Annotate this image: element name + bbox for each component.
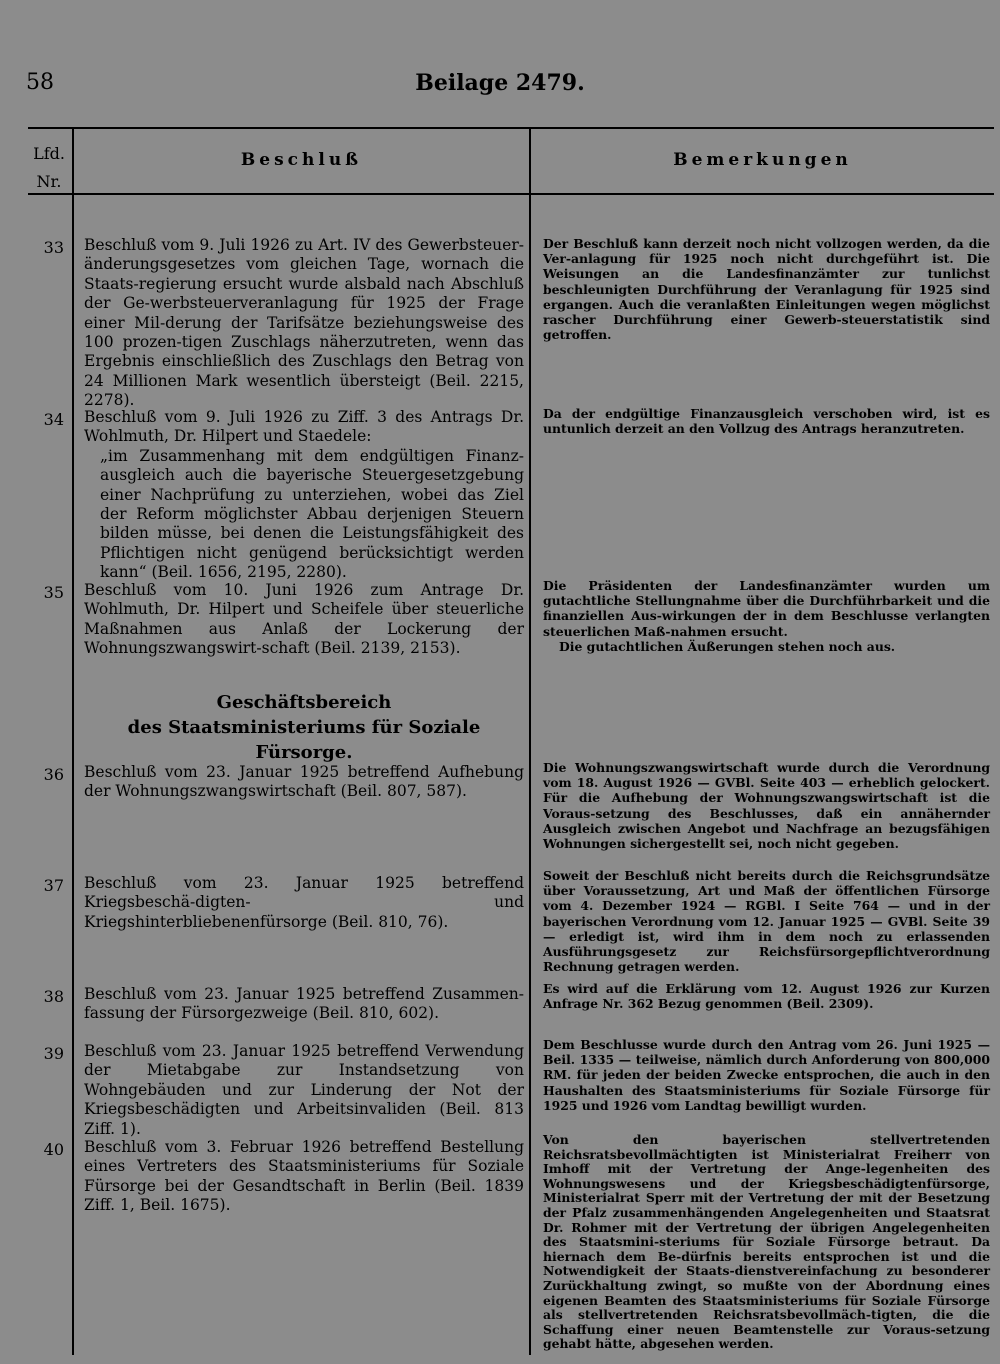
row-remark: Soweit der Beschluß nicht bereits durch die Reichsgrundsätze über Voraussetzung, Art und Maß der öffentlichen Fürsorge vom 4. Dezember 1924 — RGBl. I Seite 764 — und in der bayerischen Verordnung vom 12. Januar 1925 — GVBl. Seite 39 — erledigt ist, wird ihm in dem noch zu erlassenden Ausführungsgesetz zur Reichsfürsorgepflichtverordnung Rechnung getragen werden.: [543, 868, 990, 975]
row-remark: Es wird auf die Erklärung vom 12. August 1926 zur Kurzen Anfrage Nr. 362 Bezug genommen (Beil. 2309).: [543, 981, 990, 1012]
table-top-rule: [28, 127, 994, 129]
row-remark: Der Beschluß kann derzeit noch nicht vollzogen werden, da die Ver-anlagung für 1925 noch nicht durchgeführt ist. Die Weisungen an die Landesfinanzämter zur tunlichst beschleunigten Durchführung der Veranlagung für 1925 sind ergangen. Auch die veranlaßten Einleitungen wegen möglichst rascher Durchführung einer Gewerb-steuerstatistik sind getroffen.: [543, 236, 990, 343]
row-number: 40: [43, 1140, 64, 1159]
row-resolution: Beschluß vom 23. Januar 1925 betreffend Verwendung der Mietabgabe zur Instandsetzung von Wohngebäuden und zur Linderung der Not der Kriegsbeschädigten und Arbeitsinvaliden (Beil. 813 Ziff. 1).: [84, 1042, 524, 1138]
column-header-lfd: Lfd. Nr.: [33, 144, 65, 191]
row-resolution: [84, 408, 524, 583]
row-number: 37: [43, 876, 64, 895]
column-divider-right: [529, 127, 531, 1355]
column-divider-left: [72, 127, 74, 1355]
row-number: 39: [43, 1044, 64, 1063]
resolution-quote: „im Zusammenhang mit dem endgültigen Finanz-ausgleich auch die bayerische Steuergesetzgebung einer Nachprüfung zu unterziehen, wobei das Ziel der Reform möglichster Abbau derjenigen Steuern bilden müsse, bei denen die Leistungsfähigkeit des Pflichtigen nicht genügend berücksichtigt werden kann“ (Beil. 1656, 2195, 2280).: [100, 446, 524, 582]
row-number: 38: [43, 987, 64, 1006]
row-resolution: Beschluß vom 3. Februar 1926 betreffend Bestellung eines Vertreters des Staatsministeriums für Soziale Fürsorge bei der Gesandtschaft in Berlin (Beil. 1839 Ziff. 1, Beil. 1675).: [84, 1138, 524, 1215]
section-heading: Geschäftsbereich des Staatsministeriums für Soziale Fürsorge.: [127, 692, 481, 763]
row-number: 34: [43, 410, 64, 429]
remark-paragraph: Die Präsidenten der Landesfinanzämter wurden um gutachtliche Stellungnahme über die Durchführbarkeit und die finanziellen Aus-wirkungen der in dem Beschlusse verlangten steuerlichen Maß-nahmen ersucht.: [543, 578, 990, 639]
row-resolution: Beschluß vom 23. Januar 1925 betreffend Zusammen-fassung der Fürsorgezweige (Beil. 810, 602).: [84, 985, 524, 1023]
page-number: 58: [26, 70, 54, 95]
row-resolution: Beschluß vom 10. Juni 1926 zum Antrage Dr. Wohlmuth, Dr. Hilpert und Scheifele über steuerliche Maßnahmen aus Anlaß der Lockerung der Wohnungszwangswirt-schaft (Beil. 2139, 2153).: [84, 581, 524, 658]
remark-paragraph: Die gutachtlichen Äußerungen stehen noch aus.: [559, 638, 896, 654]
column-header-resolution: Beschluß: [240, 150, 363, 170]
row-resolution: Beschluß vom 23. Januar 1925 betreffend Aufhebung der Wohnungszwangswirtschaft (Beil. 807, 587).: [84, 763, 524, 801]
row-number: 33: [43, 238, 64, 257]
row-remark: Die Wohnungszwangswirtschaft wurde durch die Verordnung vom 18. August 1926 — GVBl. Seite 403 — erheblich gelockert. Für die Aufhebung der Wohnungszwangswirtschaft ist die Voraus-setzung des Beschlusses, daß ein annähernder Ausgleich zwischen Angebot und Nachfrage an bezugsfähigen Wohnungen sichergestellt sei, noch nicht gegeben.: [543, 760, 990, 852]
row-remark: Von den bayerischen stellvertretenden Reichsratsbevollmächtigten ist Ministerialrat Freiherr von Imhoff mit der Vertretung der Ange-legenheiten des Wohnungswesens und der Kriegsbeschädigtenfürsorge, Ministerialrat Sperr mit der Vertretung der mit der Besetzung der Pfalz zusammenhängenden Angelegenheiten und Staatsrat Dr. Rohmer mit der Vertretung der übrigen Angelegenheiten des Staatsmini-steriums für Soziale Fürsorge betraut. Da hiernach dem Be-dürfnis bereits entsprochen ist und die Notwendigkeit der Staats-dienstvereinfachung zu besonderer Zurückhaltung zwingt, so mußte von der Abordnung eines eigenen Beamten des Staatsministeriums für Soziale Fürsorge als stellvertretenden Reichsratsbevollmäch-tigten, die die Schaffung einer neuen Beamtenstelle zur Voraus-setzung gehabt hätte, abgesehen werden.: [543, 1132, 990, 1352]
row-number: 35: [43, 583, 64, 602]
row-remark: [543, 578, 990, 654]
row-number: 36: [43, 765, 64, 784]
resolution-intro: Beschluß vom 9. Juli 1926 zu Ziff. 3 des Antrags Dr. Wohlmuth, Dr. Hilpert und Staedele:: [84, 408, 524, 446]
table-header-rule: [28, 193, 994, 195]
page-header: Beilage 2479.: [415, 70, 585, 96]
row-remark: Da der endgültige Finanzausgleich verschoben wird, ist es untunlich derzeit an den Vollzug des Antrags heranzutreten.: [543, 406, 990, 437]
row-remark: Dem Beschlusse wurde durch den Antrag vom 26. Juni 1925 — Beil. 1335 — teilweise, nämlich durch Anforderung von 800,000 RM. für jeden der beiden Zwecke entsprochen, die auch in den Haushalten des Staatsministeriums für Soziale Fürsorge für 1925 und 1926 vom Landtag bewilligt wurden.: [543, 1037, 990, 1113]
column-header-remarks: Bemerkungen: [673, 150, 852, 170]
row-resolution: Beschluß vom 23. Januar 1925 betreffend Kriegsbeschä-digten- und Kriegshinterbliebenenfürsorge (Beil. 810, 76).: [84, 874, 524, 931]
row-resolution: Beschluß vom 9. Juli 1926 zu Art. IV des Gewerbsteuer-änderungsgesetzes vom gleichen Tage, wornach die Staats-regierung ersucht wurde alsbald nach Abschluß der Ge-werbsteuerveranlagung für 1925 der Frage einer Mil-derung der Tarifsätze beziehungsweise des 100 prozen-tigen Zuschlags näherzutreten, wenn das Ergebnis einschließlich des Zuschlags den Betrag von 24 Millionen Mark wesentlich übersteigt (Beil. 2215, 2278).: [84, 236, 524, 410]
